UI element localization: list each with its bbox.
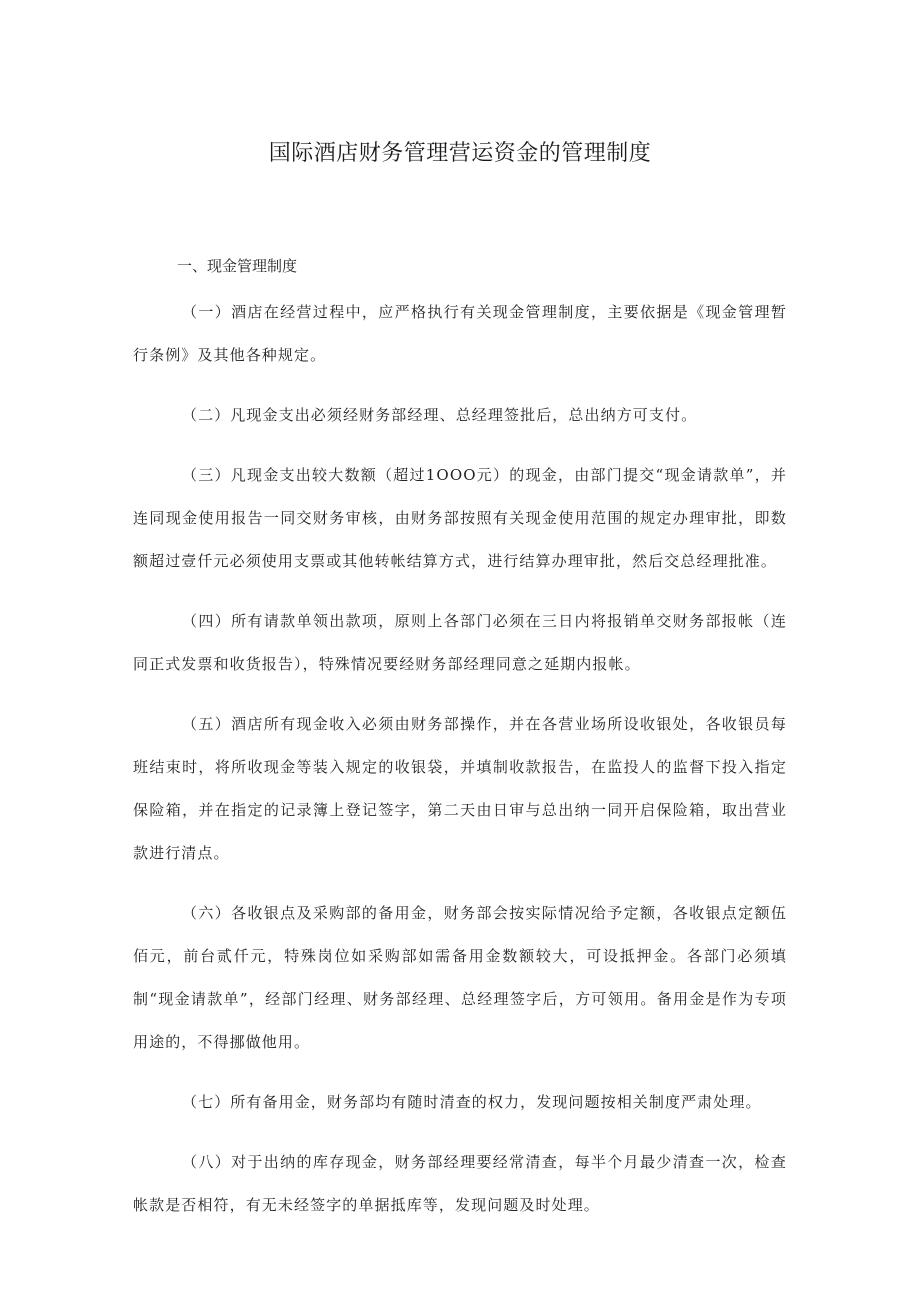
paragraph-8: （八）对于出纳的库存现金，财务部经理要经常清查，每半个月最少清查一次，检查帐款是否相符，有无未经签字的单据抵库等，发现问题及时处理。 — [133, 1153, 787, 1214]
document-title: 国际酒店财务管理营运资金的管理制度 — [268, 141, 652, 166]
paragraph-2: （二）凡现金支出必须经财务部经理、总经理签批后，总出纳方可支付。 — [182, 406, 698, 424]
section-heading: 一、现金管理制度 — [177, 257, 298, 275]
paragraph-5: （五）酒店所有现金收入必须由财务部操作，并在各营业场所设收银处，各收银员每班结束时，将所收现金等装入规定的收银袋，并填制收款报告，在监投人的监督下投入指定保险箱，并在指定的记录簿上登记签字，第二天由日审与总出纳一同开启保险箱，取出营业款进行清点。 — [133, 715, 787, 862]
paragraph-4: （四）所有请款单领出款项，原则上各部门必须在三日内将报销单交财务部报帐（连同正式发票和收货报告），特殊情况要经财务部经理同意之延期内报帐。 — [133, 612, 787, 673]
paragraph-1: （一）酒店在经营过程中，应严格执行有关现金管理制度，主要依据是《现金管理暂行条例》及其他各种规定。 — [133, 303, 787, 364]
document-body — [133, 291, 787, 1244]
paragraph-7: （七）所有备用金，财务部均有随时清查的权力，发现问题按相关制度严肃处理。 — [182, 1093, 762, 1111]
paragraph-3: （三）凡现金支出较大数额（超过1OOO元）的现金，由部门提交“现金请款单”，并连同现金使用报告一同交财务审核，由财务部按照有关现金使用范围的规定办理审批，即数额超过壹仟元必须使用支票或其他转帐结算方式，进行结算办理审批，然后交总经理批准。 — [133, 466, 787, 570]
paragraph-6: （六）各收银点及采购部的备用金，财务部会按实际情况给予定额，各收银点定额伍佰元，前台贰仟元，特殊岗位如采购部如需备用金数额较大，可设抵押金。各部门必须填制“现金请款单”，经部门经理、财务部经理、总经理签字后，方可领用。备用金是作为专项用途的，不得挪做他用。 — [133, 904, 787, 1051]
